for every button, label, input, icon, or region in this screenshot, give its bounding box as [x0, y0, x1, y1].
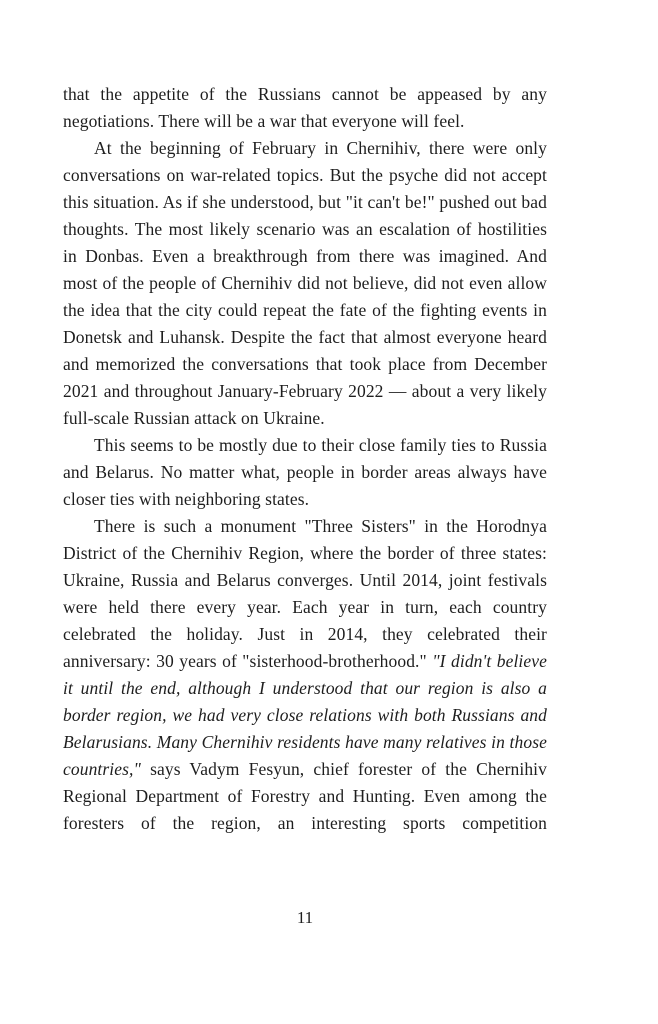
body-text-run: There is such a monument "Three Sisters" in the Horodnya District of the Chernihiv Region, where the border of three states: Ukraine, Russia and Belarus converges. Until 2014, joint festivals were held there every year. Each year in turn, each country celebrated the holiday. Just in 2014, they celebrated their anniversary: 30 years of "sisterhood-brotherhood." [63, 516, 547, 671]
body-text-run: says Vadym Fesyun, chief forester of the Chernihiv Regional Department of Forestry and Hunting. Even among the foresters of the region, an interesting sports competition [63, 759, 547, 833]
paragraph [63, 432, 547, 513]
body-text [63, 81, 547, 837]
body-text-run: that the appetite of the Russians cannot be appeased by any negotiations. There will be a war that everyone will feel. [63, 84, 547, 131]
paragraph [63, 135, 547, 432]
paragraph [63, 81, 547, 135]
page-number: 11 [296, 908, 314, 927]
body-text-run: This seems to be mostly due to their close family ties to Russia and Belarus. No matter what, people in border areas always have closer ties with neighboring states. [63, 435, 547, 509]
quote-italic-text: "I didn't believe it until the end, although I understood that our region is also a border region, we had very close relations with both Russians and Belarusians. Many Chernihiv residents have many relatives in those countries," [63, 651, 547, 779]
body-text-run: At the beginning of February in Chernihiv, there were only conversations on war-related topics. But the psyche did not accept this situation. As if she understood, but "it can't be!" pushed out bad thoughts. The most likely scenario was an escalation of hostilities in Donbas. Even a breakthrough from there was imagined. And most of the people of Chernihiv did not believe, did not even allow the idea that the city could repeat the fate of the fighting events in Donetsk and Luhansk. Despite the fact that almost everyone heard and memorized the conversations that took place from December 2021 and throughout January-February 2022 — about a very likely full-scale Russian attack on Ukraine. [63, 138, 547, 428]
paragraph [63, 513, 547, 837]
